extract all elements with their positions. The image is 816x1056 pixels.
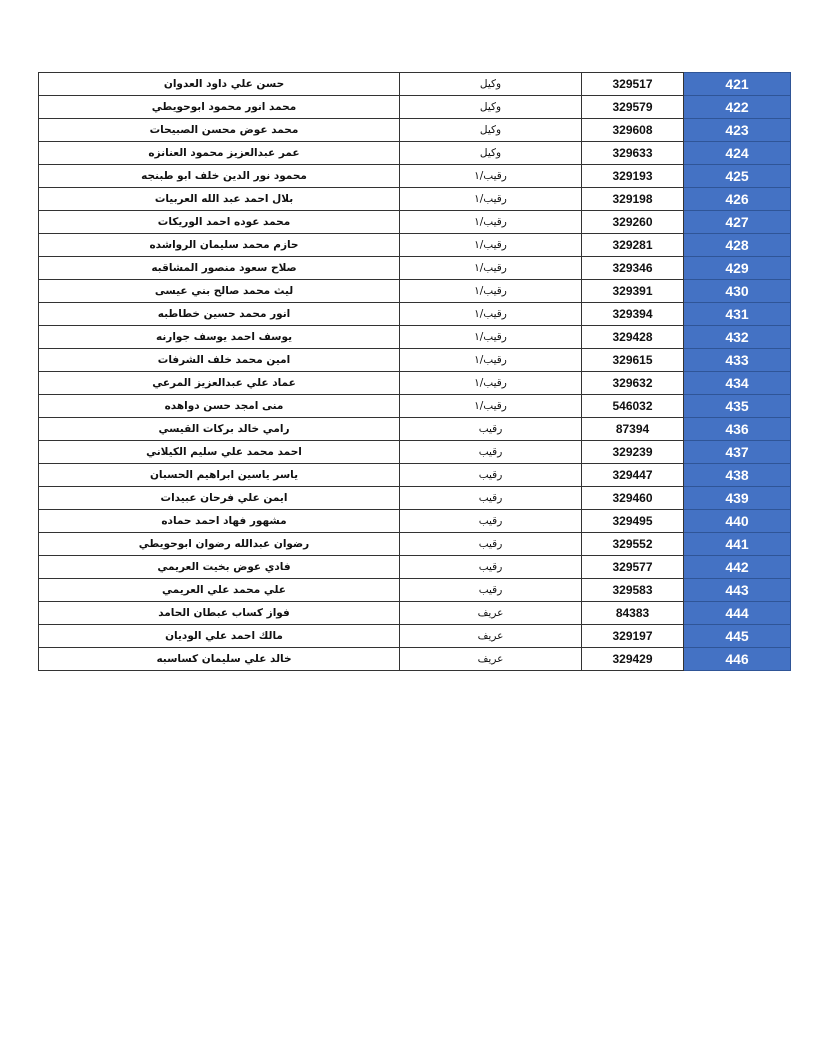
row-index-cell: 437 xyxy=(684,441,791,464)
row-index-cell: 432 xyxy=(684,326,791,349)
row-index-cell: 446 xyxy=(684,648,791,671)
service-number-cell: 329579 xyxy=(582,96,684,119)
row-index-cell: 421 xyxy=(684,73,791,96)
row-index-cell: 441 xyxy=(684,533,791,556)
service-number-cell: 329632 xyxy=(582,372,684,395)
table-row xyxy=(39,326,791,349)
service-number-cell: 329391 xyxy=(582,280,684,303)
service-number-cell: 87394 xyxy=(582,418,684,441)
rank-cell: رقيب/١ xyxy=(400,165,582,188)
rank-cell: رقيب/١ xyxy=(400,395,582,418)
table-row xyxy=(39,73,791,96)
service-number-cell: 329615 xyxy=(582,349,684,372)
roster-sheet xyxy=(38,72,790,671)
row-index-cell: 443 xyxy=(684,579,791,602)
row-index-cell: 428 xyxy=(684,234,791,257)
rank-cell: رقيب/١ xyxy=(400,372,582,395)
table-row xyxy=(39,303,791,326)
rank-cell: رقيب xyxy=(400,464,582,487)
name-cell: خالد علي سليمان كساسبه xyxy=(39,648,400,671)
service-number-cell: 329495 xyxy=(582,510,684,533)
name-cell: رامي خالد بركات القيسي xyxy=(39,418,400,441)
table-row xyxy=(39,464,791,487)
table-row xyxy=(39,188,791,211)
service-number-cell: 329346 xyxy=(582,257,684,280)
name-cell: احمد محمد علي سليم الكيلاني xyxy=(39,441,400,464)
roster-table xyxy=(38,72,791,671)
table-row xyxy=(39,441,791,464)
rank-cell: رقيب xyxy=(400,556,582,579)
service-number-cell: 329552 xyxy=(582,533,684,556)
rank-cell: وكيل xyxy=(400,73,582,96)
rank-cell: عريف xyxy=(400,648,582,671)
rank-cell: رقيب xyxy=(400,487,582,510)
service-number-cell: 329577 xyxy=(582,556,684,579)
name-cell: ياسر ياسين ابراهيم الحسبان xyxy=(39,464,400,487)
row-index-cell: 422 xyxy=(684,96,791,119)
name-cell: بلال احمد عبد الله العربيات xyxy=(39,188,400,211)
name-cell: عمر عبدالعزيز محمود العنانزه xyxy=(39,142,400,165)
rank-cell: رقيب/١ xyxy=(400,326,582,349)
table-row xyxy=(39,211,791,234)
table-row xyxy=(39,142,791,165)
rank-cell: رقيب/١ xyxy=(400,234,582,257)
rank-cell: رقيب/١ xyxy=(400,303,582,326)
row-index-cell: 434 xyxy=(684,372,791,395)
name-cell: مشهور فهاد احمد حماده xyxy=(39,510,400,533)
rank-cell: رقيب xyxy=(400,533,582,556)
table-row xyxy=(39,556,791,579)
name-cell: حسن علي داود العدوان xyxy=(39,73,400,96)
table-row xyxy=(39,234,791,257)
row-index-cell: 438 xyxy=(684,464,791,487)
row-index-cell: 429 xyxy=(684,257,791,280)
service-number-cell: 329281 xyxy=(582,234,684,257)
name-cell: رضوان عبدالله رضوان ابوحويطي xyxy=(39,533,400,556)
name-cell: صلاح سعود منصور المشاقبه xyxy=(39,257,400,280)
rank-cell: وكيل xyxy=(400,96,582,119)
rank-cell: رقيب xyxy=(400,418,582,441)
table-row xyxy=(39,418,791,441)
row-index-cell: 431 xyxy=(684,303,791,326)
name-cell: حازم محمد سليمان الرواشده xyxy=(39,234,400,257)
rank-cell: رقيب xyxy=(400,579,582,602)
table-row xyxy=(39,602,791,625)
rank-cell: رقيب/١ xyxy=(400,349,582,372)
rank-cell: رقيب xyxy=(400,441,582,464)
table-row xyxy=(39,510,791,533)
rank-cell: رقيب/١ xyxy=(400,257,582,280)
service-number-cell: 329633 xyxy=(582,142,684,165)
rank-cell: عريف xyxy=(400,602,582,625)
name-cell: عماد علي عبدالعزيز المرعي xyxy=(39,372,400,395)
service-number-cell: 329198 xyxy=(582,188,684,211)
row-index-cell: 436 xyxy=(684,418,791,441)
service-number-cell: 329197 xyxy=(582,625,684,648)
row-index-cell: 430 xyxy=(684,280,791,303)
service-number-cell: 329583 xyxy=(582,579,684,602)
name-cell: يوسف احمد يوسف جوارنه xyxy=(39,326,400,349)
service-number-cell: 84383 xyxy=(582,602,684,625)
row-index-cell: 433 xyxy=(684,349,791,372)
service-number-cell: 329429 xyxy=(582,648,684,671)
service-number-cell: 329193 xyxy=(582,165,684,188)
name-cell: امين محمد خلف الشرفات xyxy=(39,349,400,372)
service-number-cell: 329608 xyxy=(582,119,684,142)
service-number-cell: 329460 xyxy=(582,487,684,510)
name-cell: انور محمد حسين خطاطبه xyxy=(39,303,400,326)
table-row xyxy=(39,119,791,142)
table-row xyxy=(39,280,791,303)
row-index-cell: 435 xyxy=(684,395,791,418)
row-index-cell: 423 xyxy=(684,119,791,142)
table-row xyxy=(39,372,791,395)
rank-cell: وكيل xyxy=(400,119,582,142)
service-number-cell: 546032 xyxy=(582,395,684,418)
name-cell: ايمن علي فرحان عبيدات xyxy=(39,487,400,510)
name-cell: محمد انور محمود ابوحويطي xyxy=(39,96,400,119)
table-row xyxy=(39,165,791,188)
row-index-cell: 425 xyxy=(684,165,791,188)
row-index-cell: 424 xyxy=(684,142,791,165)
row-index-cell: 444 xyxy=(684,602,791,625)
name-cell: محمد عوض محسن الصبيحات xyxy=(39,119,400,142)
rank-cell: عريف xyxy=(400,625,582,648)
rank-cell: رقيب xyxy=(400,510,582,533)
table-row xyxy=(39,487,791,510)
rank-cell: رقيب/١ xyxy=(400,188,582,211)
name-cell: فادي عوض بخيت العريمي xyxy=(39,556,400,579)
table-row xyxy=(39,96,791,119)
service-number-cell: 329239 xyxy=(582,441,684,464)
row-index-cell: 440 xyxy=(684,510,791,533)
service-number-cell: 329447 xyxy=(582,464,684,487)
row-index-cell: 426 xyxy=(684,188,791,211)
row-index-cell: 427 xyxy=(684,211,791,234)
service-number-cell: 329394 xyxy=(582,303,684,326)
name-cell: محمود نور الدين خلف ابو طبنجه xyxy=(39,165,400,188)
rank-cell: رقيب/١ xyxy=(400,280,582,303)
service-number-cell: 329260 xyxy=(582,211,684,234)
rank-cell: وكيل xyxy=(400,142,582,165)
row-index-cell: 442 xyxy=(684,556,791,579)
row-index-cell: 445 xyxy=(684,625,791,648)
table-row xyxy=(39,648,791,671)
service-number-cell: 329517 xyxy=(582,73,684,96)
table-row xyxy=(39,349,791,372)
name-cell: علي محمد علي العريمي xyxy=(39,579,400,602)
row-index-cell: 439 xyxy=(684,487,791,510)
table-row xyxy=(39,625,791,648)
name-cell: منى امجد حسن دواهده xyxy=(39,395,400,418)
name-cell: محمد عوده احمد الوريكات xyxy=(39,211,400,234)
table-row xyxy=(39,395,791,418)
service-number-cell: 329428 xyxy=(582,326,684,349)
rank-cell: رقيب/١ xyxy=(400,211,582,234)
roster-table-body xyxy=(39,73,791,671)
table-row xyxy=(39,579,791,602)
name-cell: ليث محمد صالح بني عيسى xyxy=(39,280,400,303)
table-row xyxy=(39,533,791,556)
table-row xyxy=(39,257,791,280)
name-cell: مالك احمد علي الوديان xyxy=(39,625,400,648)
name-cell: فواز كساب عبطان الحامد xyxy=(39,602,400,625)
